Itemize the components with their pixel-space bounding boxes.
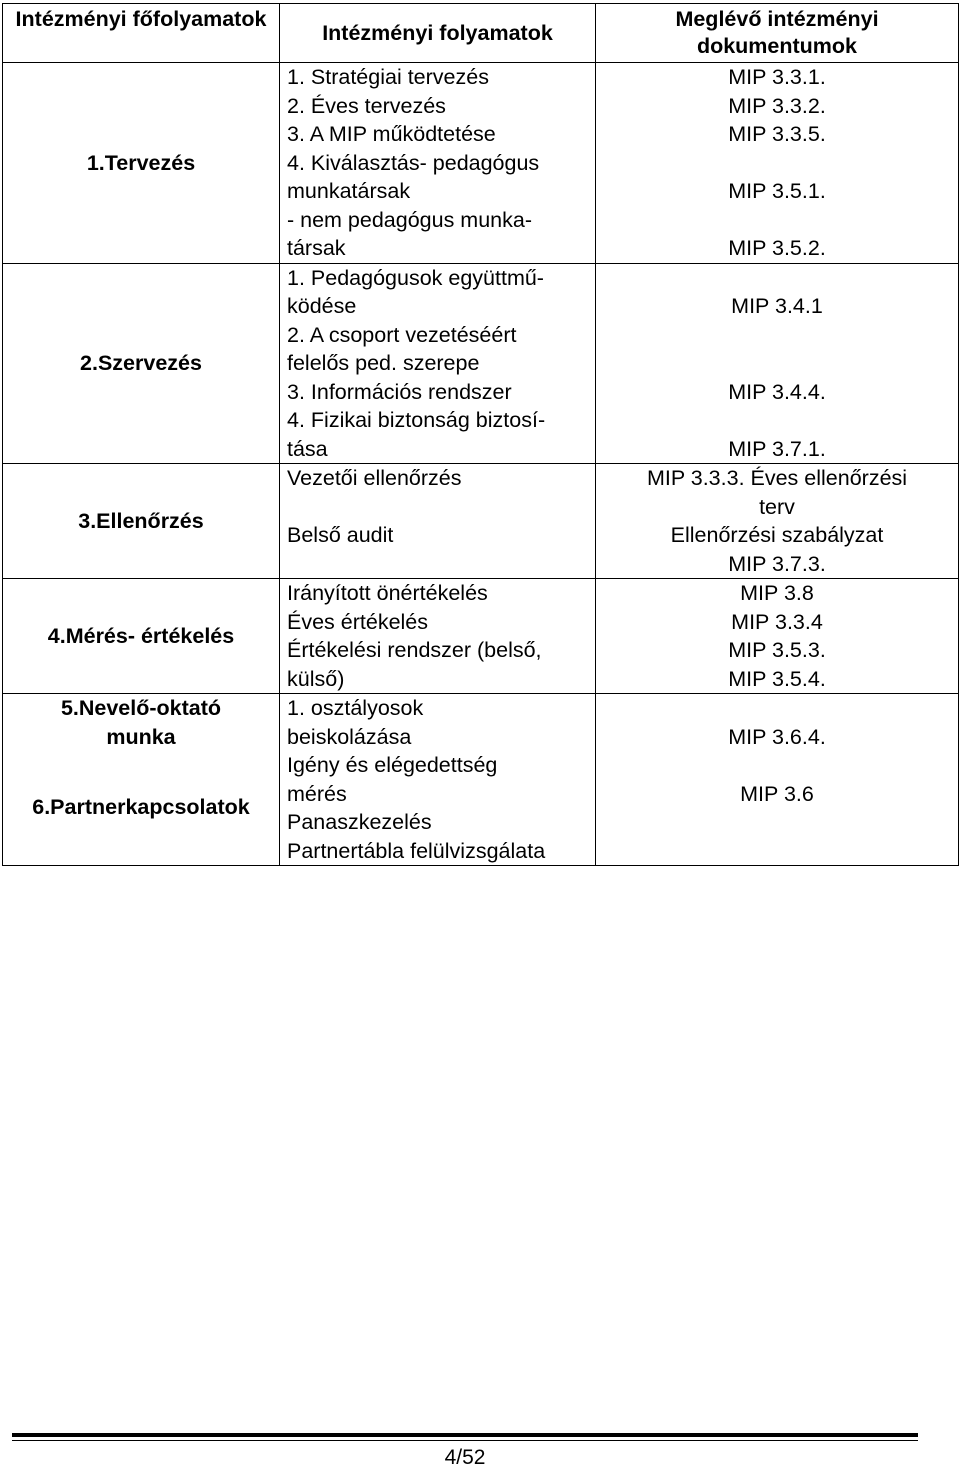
document-cell bbox=[596, 579, 959, 694]
document-line: MIP 3.3.4 bbox=[731, 609, 823, 634]
document-line: MIP 3.6.4. bbox=[728, 724, 826, 749]
header-main-process bbox=[3, 4, 280, 63]
main-process-label: 1.Tervezés bbox=[86, 150, 196, 175]
main-process-label: 4.Mérés- értékelés bbox=[47, 623, 235, 648]
process-line: beiskolázása bbox=[287, 724, 412, 749]
process-line: Belső audit bbox=[287, 523, 394, 547]
document-line: MIP 3.7.3. bbox=[728, 551, 826, 576]
main-process-cell bbox=[3, 579, 280, 694]
process-line: munkatársak bbox=[287, 179, 411, 203]
document-line: Ellenőrzési szabályzat bbox=[670, 523, 884, 547]
footer-rule-thin bbox=[12, 1440, 918, 1441]
process-line bbox=[287, 550, 591, 579]
process-line: 1. Stratégiai tervezés bbox=[287, 65, 489, 89]
process-line: 4. Fizikai biztonság biztosí- bbox=[287, 408, 546, 432]
document-cell bbox=[596, 263, 959, 464]
page-number: 4/52 bbox=[444, 1446, 486, 1469]
process-line: ködése bbox=[287, 294, 357, 318]
process-line: mérés bbox=[287, 781, 347, 806]
document-line: MIP 3.7.1. bbox=[728, 436, 826, 461]
process-cell bbox=[280, 579, 596, 694]
process-line: társak bbox=[287, 236, 346, 260]
process-line: 1. Pedagógusok együttmű- bbox=[287, 265, 544, 290]
document-line bbox=[600, 349, 954, 378]
header-main-process-text: Intézményi főfolyamatok bbox=[15, 7, 267, 31]
document-line bbox=[600, 321, 954, 350]
process-line: 3. A MIP működtetése bbox=[287, 122, 496, 146]
main-process-cell bbox=[3, 263, 280, 464]
process-line bbox=[287, 493, 591, 522]
header-documents-text: Meglévő intézményi dokumentumok bbox=[675, 7, 879, 58]
process-table bbox=[2, 3, 959, 866]
document-line: MIP 3.3.2. bbox=[728, 93, 826, 118]
process-cell bbox=[280, 263, 596, 464]
document-cell bbox=[596, 464, 959, 579]
document-line: MIP 3.5.1. bbox=[728, 179, 826, 203]
document-cell bbox=[596, 694, 959, 866]
main-process-cell bbox=[3, 464, 280, 579]
document-line: MIP 3.8 bbox=[740, 581, 814, 605]
document-line: MIP 3.5.4. bbox=[728, 666, 826, 691]
document-line: MIP 3.4.4. bbox=[728, 379, 826, 404]
process-line: Vezetői ellenőrzés bbox=[287, 466, 462, 490]
document-line bbox=[600, 751, 954, 780]
process-line: 2. Éves tervezés bbox=[287, 93, 446, 118]
process-line: tása bbox=[287, 436, 328, 461]
process-line: külső) bbox=[287, 666, 345, 691]
row-tervezes bbox=[3, 63, 959, 264]
document-cell bbox=[596, 63, 959, 264]
process-line: 4. Kiválasztás- pedagógus bbox=[287, 150, 540, 175]
main-process-label: 3.Ellenőrzés bbox=[78, 508, 204, 533]
process-cell bbox=[280, 464, 596, 579]
process-line: 3. Információs rendszer bbox=[287, 379, 512, 404]
footer-rule bbox=[12, 1433, 918, 1437]
row-szervezes bbox=[3, 263, 959, 464]
process-line: Partnertábla felülvizsgálata bbox=[287, 838, 546, 863]
row-meres-ertekeles bbox=[3, 579, 959, 694]
document-line: MIP 3.3.3. Éves ellenőrzési bbox=[646, 466, 908, 490]
document-line: MIP 3.6 bbox=[740, 781, 814, 806]
main-process-label: munka bbox=[106, 724, 176, 749]
process-line: - nem pedagógus munka- bbox=[287, 207, 533, 232]
document-line: MIP 3.3.1. bbox=[728, 65, 826, 89]
process-line: Értékelési rendszer (belső, bbox=[287, 638, 542, 662]
document-line: MIP 3.4.1 bbox=[731, 294, 823, 318]
document-line bbox=[600, 694, 954, 723]
row-ellenorzes bbox=[3, 464, 959, 579]
main-process-label: 5.Nevelő-oktató bbox=[60, 696, 222, 720]
header-process bbox=[280, 4, 596, 63]
process-line: Panaszkezelés bbox=[287, 810, 432, 834]
document-line: terv bbox=[759, 494, 795, 519]
process-line: Irányított önértékelés bbox=[287, 581, 488, 605]
process-cell bbox=[280, 694, 596, 866]
main-process-label: 6.Partnerkapcsolatok bbox=[32, 795, 250, 819]
process-cell bbox=[280, 63, 596, 264]
row-nevelo-partner bbox=[3, 694, 959, 866]
document-line bbox=[600, 149, 954, 178]
document-line: MIP 3.3.5. bbox=[728, 122, 826, 146]
document-line bbox=[600, 206, 954, 235]
header-row bbox=[3, 4, 959, 63]
process-line: Éves értékelés bbox=[287, 609, 429, 634]
document-line: MIP 3.5.2. bbox=[728, 236, 826, 260]
main-process-cell bbox=[3, 694, 280, 866]
document-line bbox=[600, 264, 954, 293]
header-process-text: Intézményi folyamatok bbox=[322, 20, 553, 45]
main-process-label: 2.Szervezés bbox=[80, 351, 202, 375]
header-documents bbox=[596, 4, 959, 63]
document-line bbox=[600, 406, 954, 435]
process-line: 1. osztályosok bbox=[287, 696, 424, 720]
process-line: 2. A csoport vezetéséért bbox=[287, 322, 517, 347]
process-line: felelős ped. szerepe bbox=[287, 351, 480, 375]
document-line: MIP 3.5.3. bbox=[728, 638, 826, 662]
process-line: Igény és elégedettség bbox=[287, 753, 498, 777]
main-process-cell bbox=[3, 63, 280, 264]
